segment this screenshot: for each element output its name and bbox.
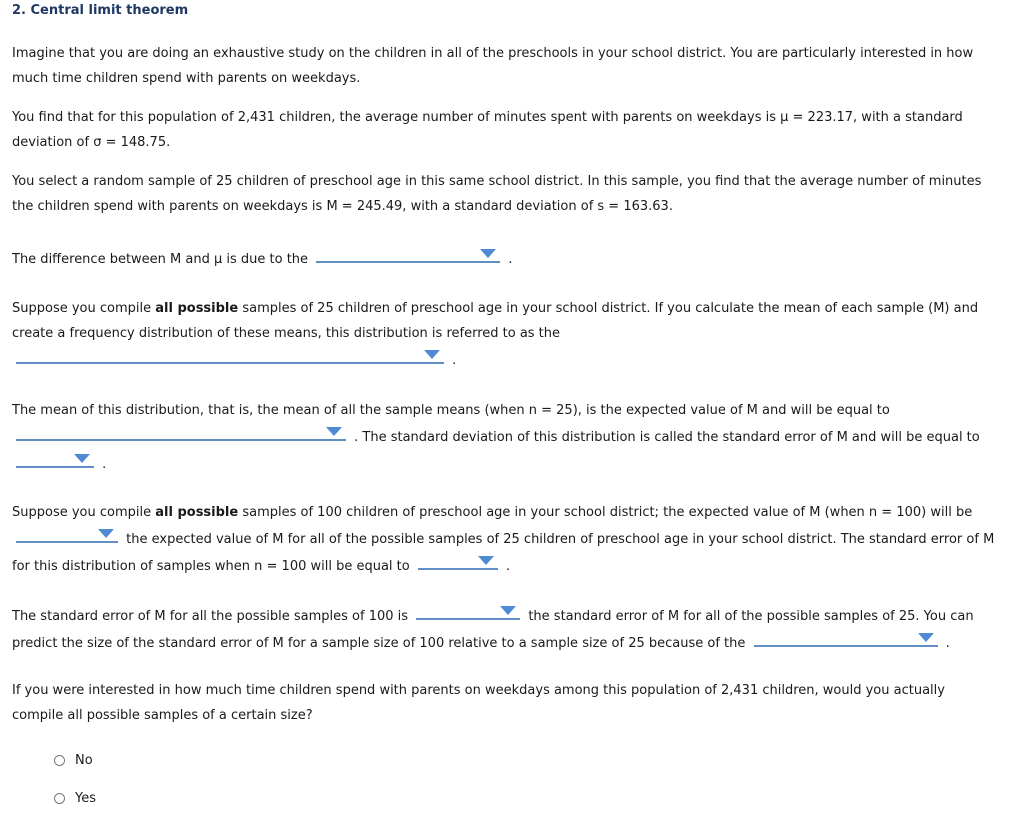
q5-text-pre: The standard error of M for all the possible samples of 100 is (12, 609, 409, 624)
q2-text-line2: create a frequency distribution of these means, this distribution is referred to as the (12, 326, 561, 341)
q1-dropdown[interactable] (316, 245, 500, 263)
chevron-down-icon (74, 454, 90, 463)
intro-p2-line2: deviation of σ = 148.75. (12, 135, 171, 150)
intro-p3-line1: You select a random sample of 25 children of preschool age in this same school district. In this sample, you find that the average number of minutes (12, 174, 982, 189)
q5-comparison-dropdown[interactable] (416, 602, 520, 620)
radio-option-yes[interactable] (54, 788, 96, 808)
q1-period: . (508, 252, 513, 267)
q5-text-post: the standard error of M for all of the possible samples of 25. You can (528, 609, 974, 624)
q6-text-line1: If you were interested in how much time children spend with parents on weekdays among this population of 2,431 children, would you actually (12, 683, 945, 698)
q4-text-pre: Suppose you compile (12, 505, 156, 520)
intro-paragraph-3 (12, 169, 1012, 219)
question-5 (12, 602, 1012, 656)
question-2 (12, 296, 1012, 373)
intro-p1-line1: Imagine that you are doing an exhaustive study on the children in all of the preschools in your school district. You are particularly interested in how (12, 46, 974, 61)
intro-p2-line1: You find that for this population of 2,431 children, the average number of minutes spent with parents on weekdays is μ = 223.17, with a standard (12, 110, 963, 125)
q4-comparison-dropdown[interactable] (16, 525, 118, 543)
chevron-down-icon (424, 350, 440, 359)
q5-reason-dropdown[interactable] (754, 629, 938, 647)
q6-text-line2: compile all possible samples of a certain size? (12, 708, 313, 723)
q3-text-line2: . The standard deviation of this distribution is called the standard error of M and will be equal to (354, 430, 980, 445)
q2-period: . (452, 353, 457, 368)
q2-text-pre: Suppose you compile (12, 301, 156, 316)
chevron-down-icon (478, 556, 494, 565)
q3-period: . (102, 457, 107, 472)
question-1 (12, 245, 1012, 272)
intro-paragraph-1 (12, 41, 1012, 91)
q3-expected-value-dropdown[interactable] (16, 423, 346, 441)
q4-standard-error-dropdown[interactable] (418, 552, 498, 570)
question-3 (12, 398, 1012, 477)
q4-text-line2: the expected value of M for all of the possible samples of 25 children of preschool age in your school district. The standard error of M (126, 532, 995, 547)
intro-p1-line2: much time children spend with parents on weekdays. (12, 71, 361, 86)
q3-text-line1: The mean of this distribution, that is, the mean of all the sample means (when n = 25), is the expected value of M and will be equal to (12, 403, 890, 418)
radio-label-yes: Yes (75, 790, 96, 806)
radio-label-no: No (75, 752, 93, 768)
q2-text-post: samples of 25 children of preschool age in your school district. If you calculate the mean of each sample (M) and (238, 301, 979, 316)
radio-button-no[interactable] (54, 755, 65, 766)
radio-button-yes[interactable] (54, 793, 65, 804)
q4-text-post: samples of 100 children of preschool age in your school district; the expected value of M (when n = 100) will be (238, 505, 973, 520)
q4-text-line3: for this distribution of samples when n = 100 will be equal to (12, 559, 410, 574)
q4-text-bold: all possible (155, 505, 239, 520)
q4-period: . (506, 559, 511, 574)
q1-text: The difference between M and μ is due to the (12, 252, 309, 267)
chevron-down-icon (500, 606, 516, 615)
intro-p3-line2: the children spend with parents on weekdays is M = 245.49, with a standard deviation of s = 163.63. (12, 199, 673, 214)
intro-paragraph-2 (12, 105, 1012, 155)
question-4 (12, 500, 1012, 579)
chevron-down-icon (480, 249, 496, 258)
q5-period: . (945, 636, 950, 651)
q3-standard-error-dropdown[interactable] (16, 450, 94, 468)
chevron-down-icon (918, 633, 934, 642)
chevron-down-icon (98, 529, 114, 538)
chevron-down-icon (326, 427, 342, 436)
q2-dropdown[interactable] (16, 346, 444, 364)
radio-option-no[interactable] (54, 750, 93, 770)
q2-text-bold: all possible (155, 301, 239, 316)
question-6 (12, 678, 1012, 728)
question-title: 2. Central limit theorem (12, 3, 189, 18)
q5-text-line2: predict the size of the standard error of M for a sample size of 100 relative to a sample size of 25 because of the (12, 636, 746, 651)
